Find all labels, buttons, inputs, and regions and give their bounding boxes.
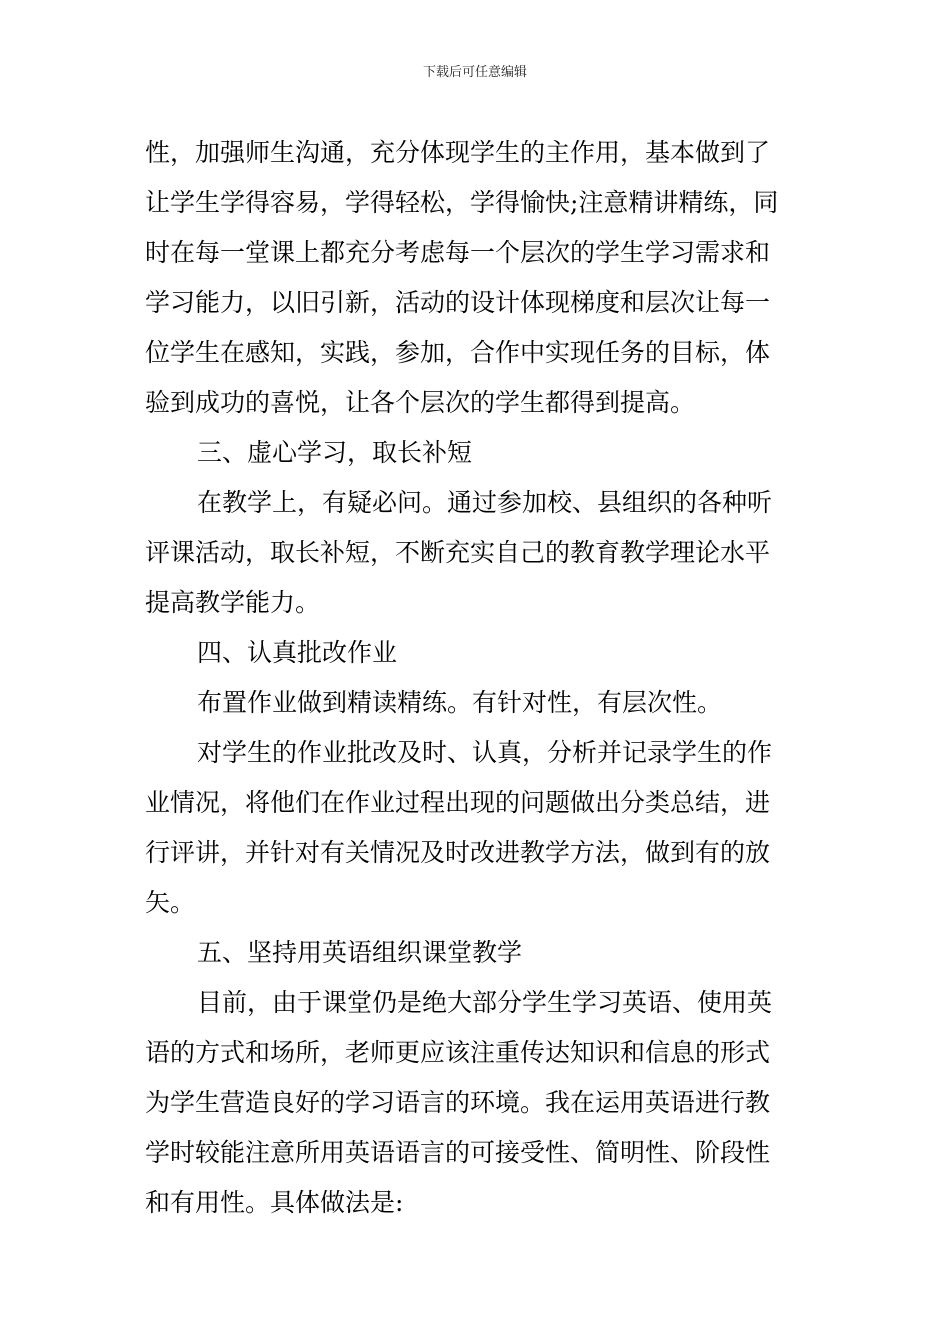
text-line: 和有用性。具体做法是: xyxy=(145,1188,404,1217)
paragraph-start: 目前，由于课堂仍是绝大部分学生学习英语、使用英 xyxy=(197,988,773,1017)
paragraph-start: 布置作业做到精读精练。有针对性，有层次性。 xyxy=(197,688,723,717)
page-header: 下载后可任意编辑 xyxy=(422,65,527,80)
text-line: 矢。 xyxy=(145,888,196,917)
text-line: 性，加强师生沟通，充分体现学生的主作用，基本做到了 xyxy=(145,138,771,167)
text-line: 位学生在感知，实践，参加，合作中实现任务的目标，体 xyxy=(145,338,771,367)
paragraph-start: 对学生的作业批改及时、认真，分析并记录学生的作 xyxy=(197,738,773,767)
text-line: 学习能力，以旧引新，活动的设计体现梯度和层次让每一 xyxy=(145,288,771,317)
text-line: 学时较能注意所用英语语言的可接受性、简明性、阶段性 xyxy=(145,1138,771,1167)
text-line: 行评讲，并针对有关情况及时改进教学方法，做到有的放 xyxy=(145,838,771,867)
text-line: 业情况，将他们在作业过程出现的问题做出分类总结，进 xyxy=(145,788,771,817)
text-line: 为学生营造良好的学习语言的环境。我在运用英语进行教 xyxy=(145,1088,771,1117)
text-line: 让学生学得容易，学得轻松，学得愉快;注意精讲精练，同 xyxy=(145,188,779,217)
text-line: 验到成功的喜悦，让各个层次的学生都得到提高。 xyxy=(145,388,696,417)
paragraph-start: 在教学上，有疑必问。通过参加校、县组织的各种听 xyxy=(197,488,773,517)
document-body xyxy=(145,128,805,1228)
text-line: 评课活动，取长补短，不断充实自己的教育教学理论水平 xyxy=(145,538,771,567)
section-heading: 三、虚心学习，取长补短 xyxy=(197,438,473,467)
text-line: 时在每一堂课上都充分考虑每一个层次的学生学习需求和 xyxy=(145,238,771,267)
section-heading: 四、认真批改作业 xyxy=(197,638,398,667)
section-heading: 五、坚持用英语组织课堂教学 xyxy=(197,938,523,967)
text-line: 提高教学能力。 xyxy=(145,588,321,617)
text-line: 语的方式和场所，老师更应该注重传达知识和信息的形式 xyxy=(145,1038,771,1067)
